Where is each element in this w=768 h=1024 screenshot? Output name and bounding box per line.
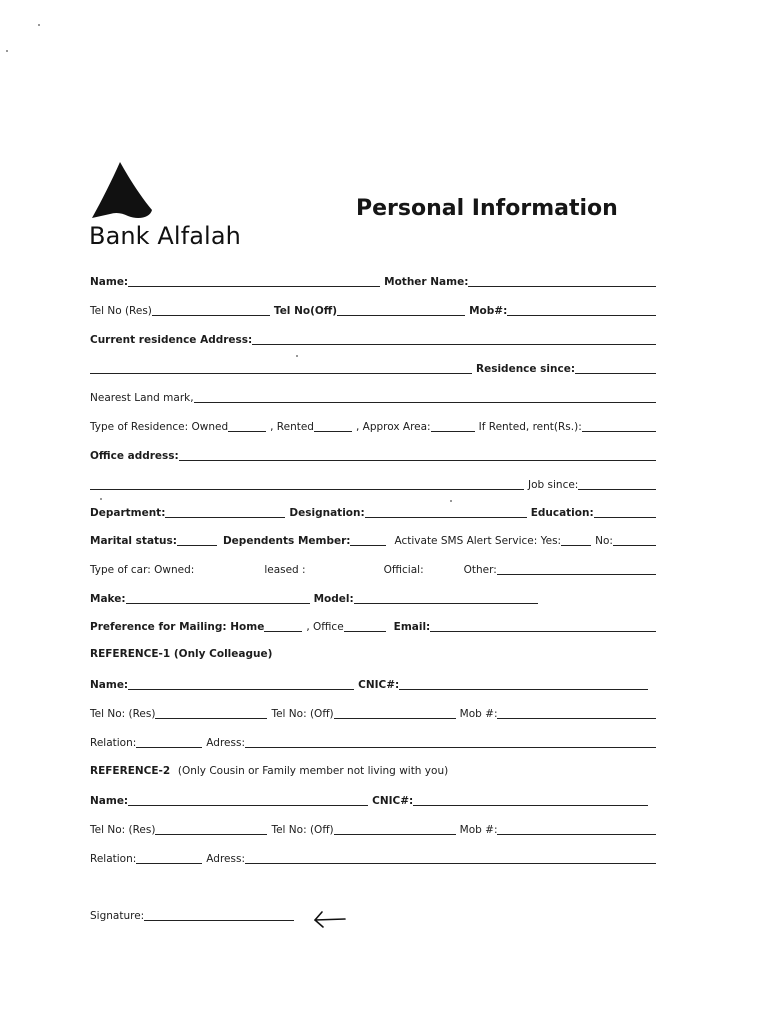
make-field[interactable] [126, 602, 310, 604]
row-marital [90, 531, 660, 549]
model-label: Model: [313, 593, 354, 605]
row-name [90, 272, 660, 290]
ref1-mob-label: Mob #: [459, 708, 498, 720]
car-other-label: Other: [463, 564, 497, 576]
residence-since-field[interactable] [575, 372, 656, 374]
mailing-pref-label: Preference for Mailing: Home [90, 621, 265, 633]
scan-speck [296, 355, 298, 357]
ref1-relation-field[interactable] [136, 746, 202, 748]
scan-speck [38, 24, 40, 26]
ref2-address-label: Adress: [206, 853, 245, 865]
tel-off-label: Tel No(Off) [273, 305, 338, 317]
rented-label: , Rented [270, 421, 314, 433]
ref2-name-label: Name: [90, 795, 129, 807]
car-other-field[interactable] [497, 573, 656, 575]
arrow-left-icon [312, 908, 348, 930]
row-ref2-relation [90, 849, 660, 867]
ref2-tel-res-field[interactable] [155, 833, 267, 835]
ref1-tel-off-label: Tel No: (Off) [271, 708, 334, 720]
office-address-field[interactable] [179, 459, 656, 461]
tel-res-field[interactable] [152, 314, 270, 316]
landmark-label: Nearest Land mark, [90, 392, 194, 404]
mob-label: Mob#: [469, 305, 508, 317]
reference2-note: (Only Cousin or Family member not living with you) [177, 765, 449, 777]
row-signature [90, 906, 310, 924]
mother-name-field[interactable] [468, 285, 656, 287]
brand-name: Bank Alfalah [89, 222, 241, 250]
marital-status-field[interactable] [177, 544, 217, 546]
reference1-heading: REFERENCE-1 (Only Colleague) [90, 648, 273, 660]
job-since-label: Job since: [528, 479, 579, 491]
email-label: Email: [393, 621, 431, 633]
scan-speck [6, 50, 8, 52]
ref2-cnic-field[interactable] [413, 804, 648, 806]
ref1-mob-field[interactable] [497, 717, 656, 719]
row-make-model [90, 589, 660, 607]
ref1-name-field[interactable] [128, 688, 354, 690]
mailing-home-field[interactable] [264, 630, 302, 632]
ref1-tel-res-label: Tel No: (Res) [90, 708, 156, 720]
ref2-tel-off-field[interactable] [334, 833, 456, 835]
ref2-address-field[interactable] [245, 862, 656, 864]
ref2-mob-field[interactable] [497, 833, 656, 835]
scan-speck [100, 498, 102, 500]
form-title: Personal Information [356, 196, 618, 221]
ref2-tel-off-label: Tel No: (Off) [271, 824, 334, 836]
if-rented-label: If Rented, rent(Rs.): [478, 421, 582, 433]
current-address-field-line2[interactable] [90, 372, 472, 374]
dependents-field[interactable] [350, 544, 386, 546]
row-ref1-tel [90, 704, 660, 722]
row-ref1-relation [90, 733, 660, 751]
row-tel [90, 301, 660, 319]
rented-field[interactable] [314, 430, 352, 432]
car-official-label: Official: [383, 564, 424, 576]
row-current-address [90, 330, 660, 348]
ref2-name-field[interactable] [128, 804, 368, 806]
dependents-label: Dependents Member: [222, 535, 351, 547]
car-type-label: Type of car: Owned: [90, 564, 195, 576]
row-ref2-name [90, 791, 660, 809]
ref1-name-label: Name: [90, 679, 129, 691]
marital-status-label: Marital status: [90, 535, 177, 547]
sms-yes-field[interactable] [561, 544, 591, 546]
tel-off-field[interactable] [337, 314, 465, 316]
alfalah-logo-icon [90, 160, 154, 220]
rent-field[interactable] [582, 430, 656, 432]
ref1-cnic-label: CNIC#: [358, 679, 400, 691]
office-address-field-line2[interactable] [90, 488, 524, 490]
job-since-field[interactable] [578, 488, 656, 490]
ref2-relation-field[interactable] [136, 862, 202, 864]
sms-no-label: No: [595, 535, 613, 547]
department-label: Department: [90, 507, 166, 519]
mailing-office-label: , Office [306, 621, 344, 633]
name-label: Name: [90, 276, 129, 288]
row-ref1-name [90, 675, 660, 693]
ref1-address-label: Adress: [206, 737, 245, 749]
mob-field[interactable] [507, 314, 656, 316]
row-ref2-tel [90, 820, 660, 838]
current-address-field[interactable] [252, 343, 656, 345]
sms-alert-label: Activate SMS Alert Service: Yes: [394, 535, 562, 547]
ref2-tel-res-label: Tel No: (Res) [90, 824, 156, 836]
row-office-address [90, 446, 660, 464]
approx-area-field[interactable] [431, 430, 475, 432]
office-address-label: Office address: [90, 450, 179, 462]
education-label: Education: [530, 507, 594, 519]
row-car-type [90, 560, 660, 578]
signature-field[interactable] [144, 919, 294, 921]
current-address-label: Current residence Address: [90, 334, 253, 346]
sms-no-field[interactable] [613, 544, 656, 546]
residence-since-label: Residence since: [476, 363, 576, 375]
reference2-heading [90, 765, 448, 777]
ref2-relation-label: Relation: [90, 853, 137, 865]
car-leased-label: leased : [264, 564, 306, 576]
reference2-title: REFERENCE-2 [90, 765, 171, 777]
designation-field[interactable] [365, 516, 527, 518]
signature-label: Signature: [90, 910, 145, 922]
row-residence-type [90, 417, 660, 435]
model-field[interactable] [354, 602, 538, 604]
make-label: Make: [90, 593, 126, 605]
ref2-mob-label: Mob #: [459, 824, 498, 836]
scan-speck [450, 500, 452, 502]
tel-res-label: Tel No (Res) [90, 305, 152, 317]
owned-field[interactable] [228, 430, 266, 432]
email-field[interactable] [430, 630, 656, 632]
row-mailing [90, 617, 660, 635]
mother-name-label: Mother Name: [384, 276, 469, 288]
ref2-cnic-label: CNIC#: [372, 795, 414, 807]
row-job-since [90, 475, 660, 493]
ref1-address-field[interactable] [245, 746, 656, 748]
department-field[interactable] [165, 516, 285, 518]
ref1-tel-off-field[interactable] [334, 717, 456, 719]
row-department [90, 503, 660, 521]
ref1-cnic-field[interactable] [399, 688, 648, 690]
row-landmark [90, 388, 660, 406]
ref1-tel-res-field[interactable] [155, 717, 267, 719]
landmark-field[interactable] [194, 401, 656, 403]
ref1-relation-label: Relation: [90, 737, 137, 749]
education-field[interactable] [594, 516, 656, 518]
mailing-office-field[interactable] [344, 630, 386, 632]
row-residence-since [90, 359, 660, 377]
approx-area-label: , Approx Area: [355, 421, 431, 433]
designation-label: Designation: [289, 507, 365, 519]
residence-type-label: Type of Residence: Owned [90, 421, 229, 433]
name-field[interactable] [128, 285, 380, 287]
